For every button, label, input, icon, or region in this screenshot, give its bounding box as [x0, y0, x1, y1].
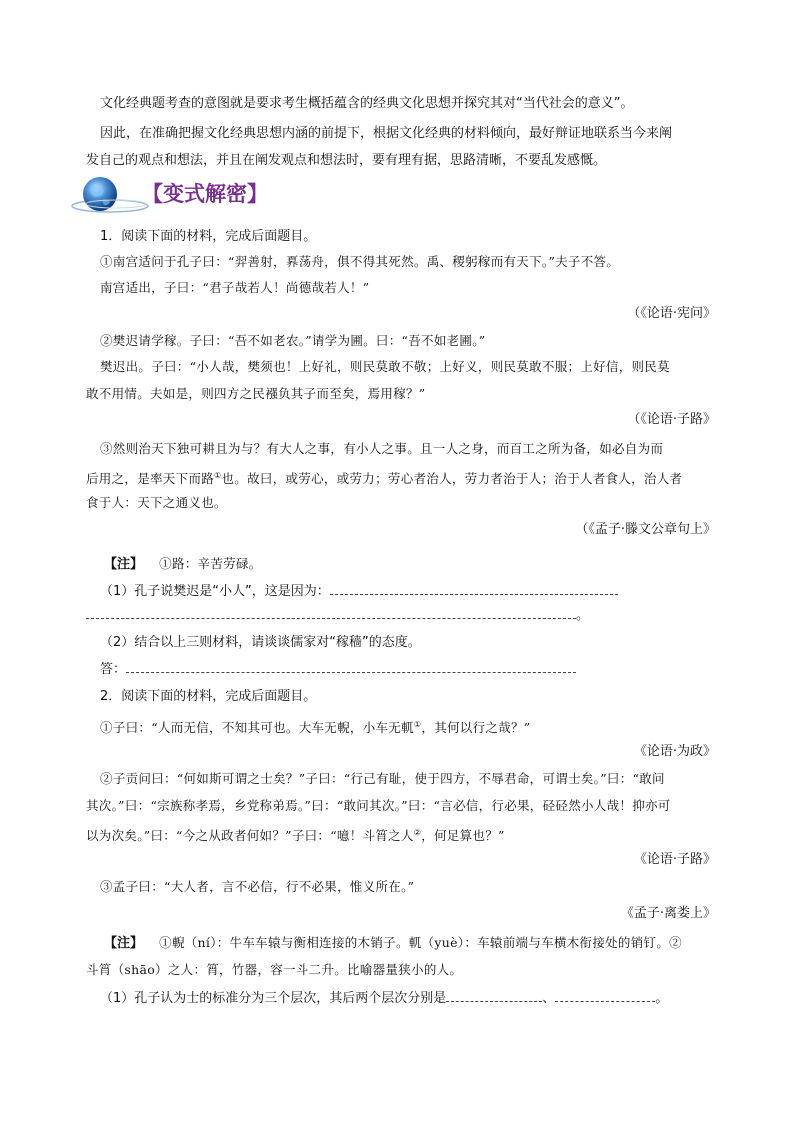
q1-answer-blank[interactable] [126, 660, 576, 673]
q2-note-label: 【注】 [104, 936, 144, 951]
q2-sub-1-blank-2[interactable] [555, 989, 655, 1002]
q2-material-1 [100, 716, 530, 737]
q1-answer-label: 答： [100, 662, 127, 677]
q2-sub-1-sep: 、 [542, 991, 556, 1006]
q1-sub-1-blank[interactable] [330, 582, 618, 595]
q1-material-1-citation: （《论语·宪问》 [627, 306, 716, 321]
intro-line-1: 文化经典题考查的意图就是要求考生概括蕴含的经典文化思想并探究其对“当代社会的意义”。 [100, 96, 634, 111]
q1-sub-1-end: 。 [576, 608, 590, 623]
q1-m3-footnote-mark: ① [214, 471, 222, 480]
q2-material-1-citation: 《论语·为政》 [633, 744, 716, 759]
section-title: 【变式解密】 [142, 182, 268, 206]
q1-material-1-line-2: 南宫适出，子曰：“君子哉若人！尚德哉若人！” [100, 280, 370, 295]
q1-note [104, 555, 262, 574]
q2-note-text-1: ①輗（ní）：牛车车辕与衡相连接的木销子。軏（yuè）：车辕前端与车横木衔接处的销钉。② [159, 935, 682, 950]
q2-material-2-line-3 [86, 824, 505, 845]
q2-m2-text-b: ，何足算也？” [421, 828, 505, 844]
q2-sub-1-end: 。 [655, 991, 669, 1006]
q1-material-2-citation: （《论语·子路》 [627, 412, 716, 427]
section-heading [70, 172, 300, 216]
q2-sub-1-blank-1[interactable] [446, 989, 542, 1002]
q1-sub-1-cont [86, 606, 589, 625]
q2-material-3-citation: 《孟子·离娄上》 [620, 906, 716, 921]
q1-sub-1-text: （1）孔子说樊迟是“小人”，这是因为： [100, 584, 330, 599]
q2-m2-text-a: 以为次矣。”曰：“今之从政者何如？”子曰：“噫！斗筲之人 [86, 828, 414, 844]
q1-sub-1-blank-2[interactable] [86, 606, 576, 619]
q2-material-2-line-1: ②子贡问曰：“何如斯可谓之士矣？”子曰：“行己有耻，使于四方，不辱君命，可谓士矣。”曰：“敢问 [100, 771, 665, 786]
q2-note-line-1 [104, 934, 682, 953]
q1-m3-text-a: 后用之，是率天下而路 [86, 471, 215, 487]
q2-sub-1 [100, 989, 668, 1008]
q2-sub-1-text: （1）孔子认为士的标准分为三个层次，其后两个层次分别是 [100, 991, 447, 1006]
q2-m2-footnote-mark: ② [413, 828, 422, 837]
q2-stem: 2．阅读下面的材料，完成后面题目。 [100, 689, 317, 704]
q1-stem: 1．阅读下面的材料，完成后面题目。 [100, 229, 317, 244]
q1-sub-2: （2）结合以上三则材料，请谈谈儒家对“稼穑”的态度。 [100, 635, 421, 650]
globe-icon [70, 172, 150, 216]
q1-sub-1 [100, 582, 618, 601]
q1-material-3-line-1: ③然则治天下独可耕且为与？有大人之事，有小人之事。且一人之身，而百工之所为备，如必自为而 [100, 441, 664, 456]
q1-material-3-citation: （《孟子·滕文公章句上》 [575, 522, 716, 537]
q1-material-3-line-2 [86, 467, 682, 488]
q1-material-2-line-3: 敢不用情。夫如是，则四方之民襁负其子而至矣，焉用稼？” [86, 386, 426, 401]
q1-material-3-line-3: 食于人：天下之通义也。 [86, 495, 227, 510]
q2-material-3: ③孟子曰：“大人者，言不必信，行不必果，惟义所在。” [100, 879, 415, 894]
q1-note-label: 【注】 [104, 557, 144, 572]
q2-m1-text-a: ①子曰：“人而无信，不知其可也。大车无輗，小车无軏 [100, 720, 414, 736]
q1-material-2-line-2: 樊迟出。子曰：“小人哉，樊须也！上好礼，则民莫敢不敬；上好义，则民莫敢不服；上好信，则民莫 [100, 359, 670, 374]
q2-note-line-2: 斗筲（shāo）之人：筲，竹器，容一斗二升。比喻器量狭小的人。 [86, 962, 463, 977]
q1-note-text: ①路：辛苦劳碌。 [159, 556, 262, 571]
q2-m1-text-b: ，其何以行之哉？” [421, 720, 531, 736]
intro-line-2a: 因此，在准确把握文化经典思想内涵的前提下，根据文化经典的材料倾向，最好辩证地联系当今来阐 [100, 126, 673, 141]
intro-line-2b: 发自己的观点和想法，并且在阐发观点和想法时，要有理有据，思路清晰，不要乱发感慨。 [86, 153, 607, 168]
q1-material-2-line-1: ②樊迟请学稼。子曰：“吾不如老农。”请学为圃。曰：“吾不如老圃。” [100, 333, 486, 348]
q2-material-2-citation: 《论语·子路》 [633, 852, 716, 867]
q1-material-1-line-1: ①南宫适问于孔子曰：“羿善射，奡荡舟，俱不得其死然。禹、稷躬稼而有天下。”夫子不答。 [100, 254, 620, 269]
q1-m3-text-b: 也。故曰，或劳心，或劳力；劳心者治人，劳力者治于人；治于人者食人，治人者 [221, 471, 683, 487]
q2-material-2-line-2: 其次。”曰：“宗族称孝焉，乡党称弟焉。”曰：“敢问其次。”曰：“言必信，行必果，硁硁然小人哉！抑亦可 [86, 798, 671, 813]
q1-answer [100, 660, 576, 679]
q2-m1-footnote-mark: ① [413, 720, 422, 729]
